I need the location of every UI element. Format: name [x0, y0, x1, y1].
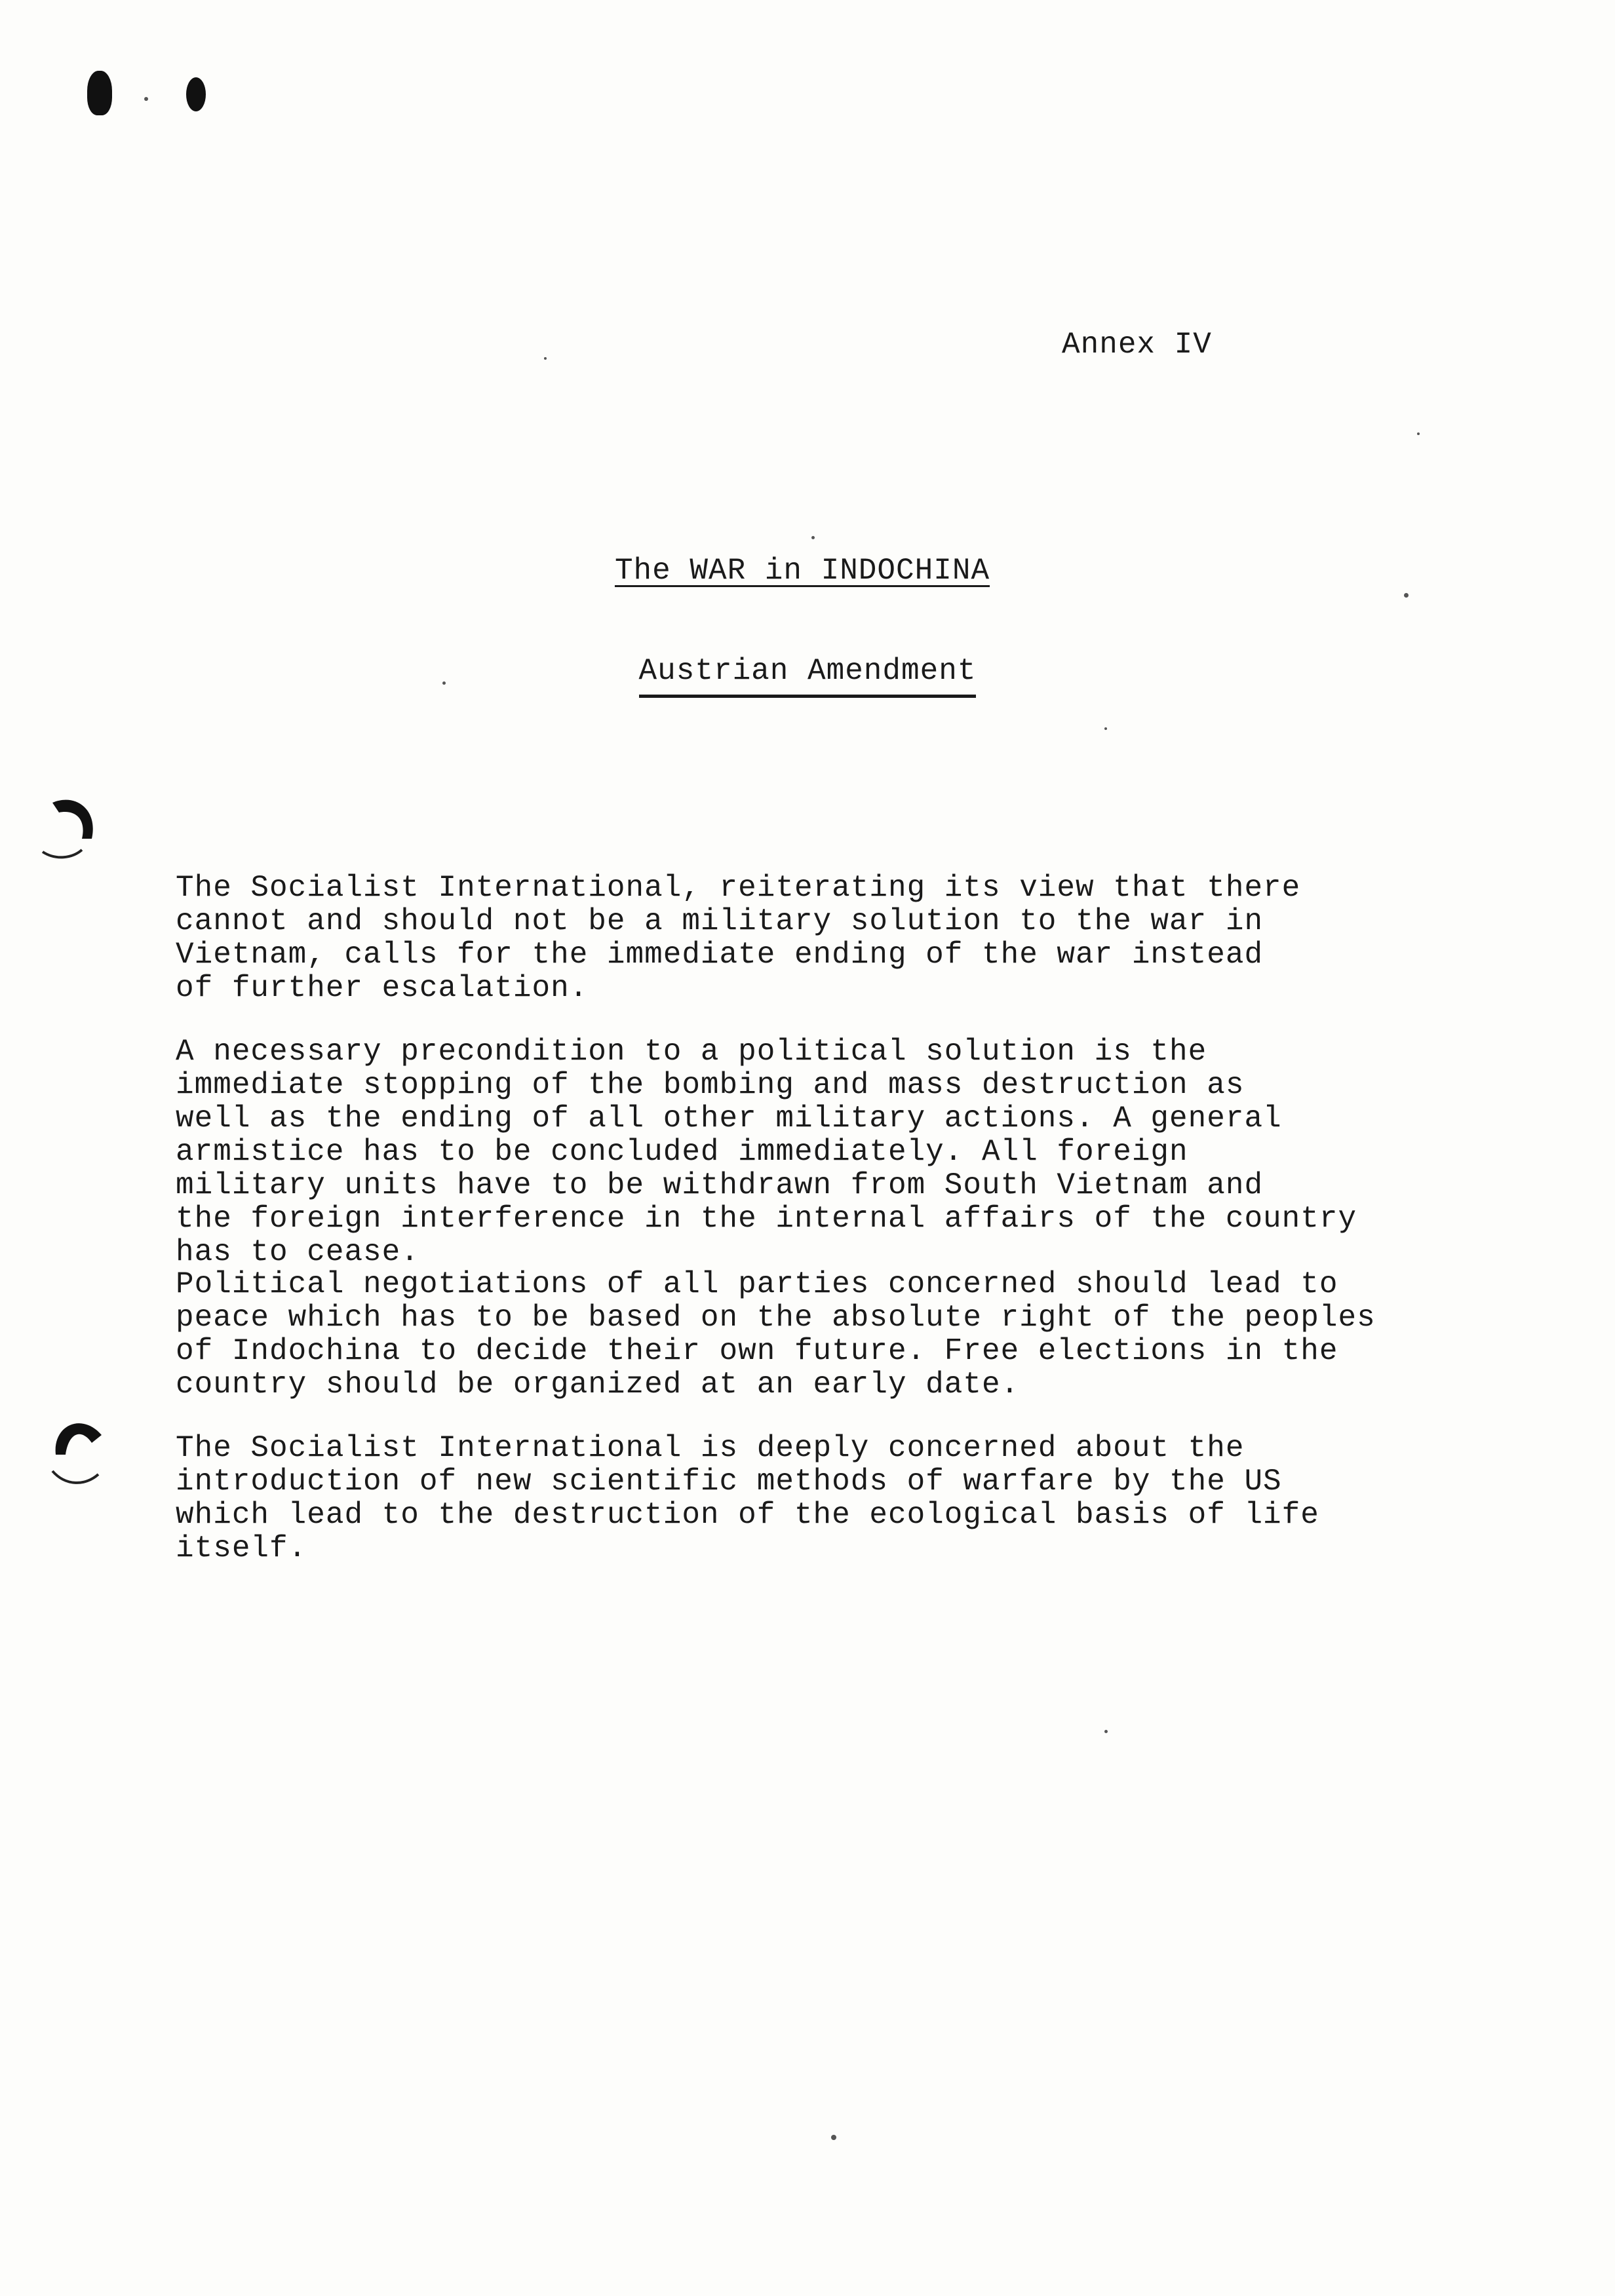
ink-blot-mark	[186, 77, 206, 111]
dot-mark	[1104, 1730, 1108, 1733]
document-title-text: The WAR in INDOCHINA	[614, 554, 990, 588]
dot-mark	[144, 97, 148, 101]
document-subtitle	[0, 654, 1615, 688]
body-paragraph: The Socialist International, reiterating its view that there cannot and should not be a military solution to the war in Vietnam, calls for the immediate ending of the war instead of further escalation.	[176, 871, 1301, 1005]
punch-hole-mark	[39, 790, 105, 862]
body-paragraph: A necessary precondition to a political solution is the immediate stopping of the bombing and mass destruction as well as the ending of all other military actions. A general armistice has to be concluded immediately. All foreign military units have to be withdrawn from South Vietnam and the foreign interference in the internal affairs of the country has to cease.	[176, 1035, 1357, 1269]
ink-blot-mark	[87, 71, 112, 115]
punch-hole-mark	[46, 1409, 111, 1494]
dot-mark	[831, 2135, 836, 2140]
document-title	[0, 554, 1610, 588]
dot-mark	[1417, 432, 1420, 435]
dot-mark	[811, 536, 815, 539]
document-subtitle-text: Austrian Amendment	[639, 654, 977, 698]
dot-mark	[544, 357, 547, 360]
body-paragraph: Political negotiations of all parties concerned should lead to peace which has to be based on the absolute right of the peoples of Indochina to decide their own future. Free elections in the country should be organized at an early date.	[176, 1267, 1376, 1402]
dot-mark	[1404, 593, 1409, 598]
body-paragraph: The Socialist International is deeply concerned about the introduction of new scientific methods of warfare by the US which lead to the destruction of the ecological basis of life itself.	[176, 1431, 1319, 1565]
annex-label: Annex IV	[1062, 328, 1212, 362]
dot-mark	[1104, 727, 1107, 730]
